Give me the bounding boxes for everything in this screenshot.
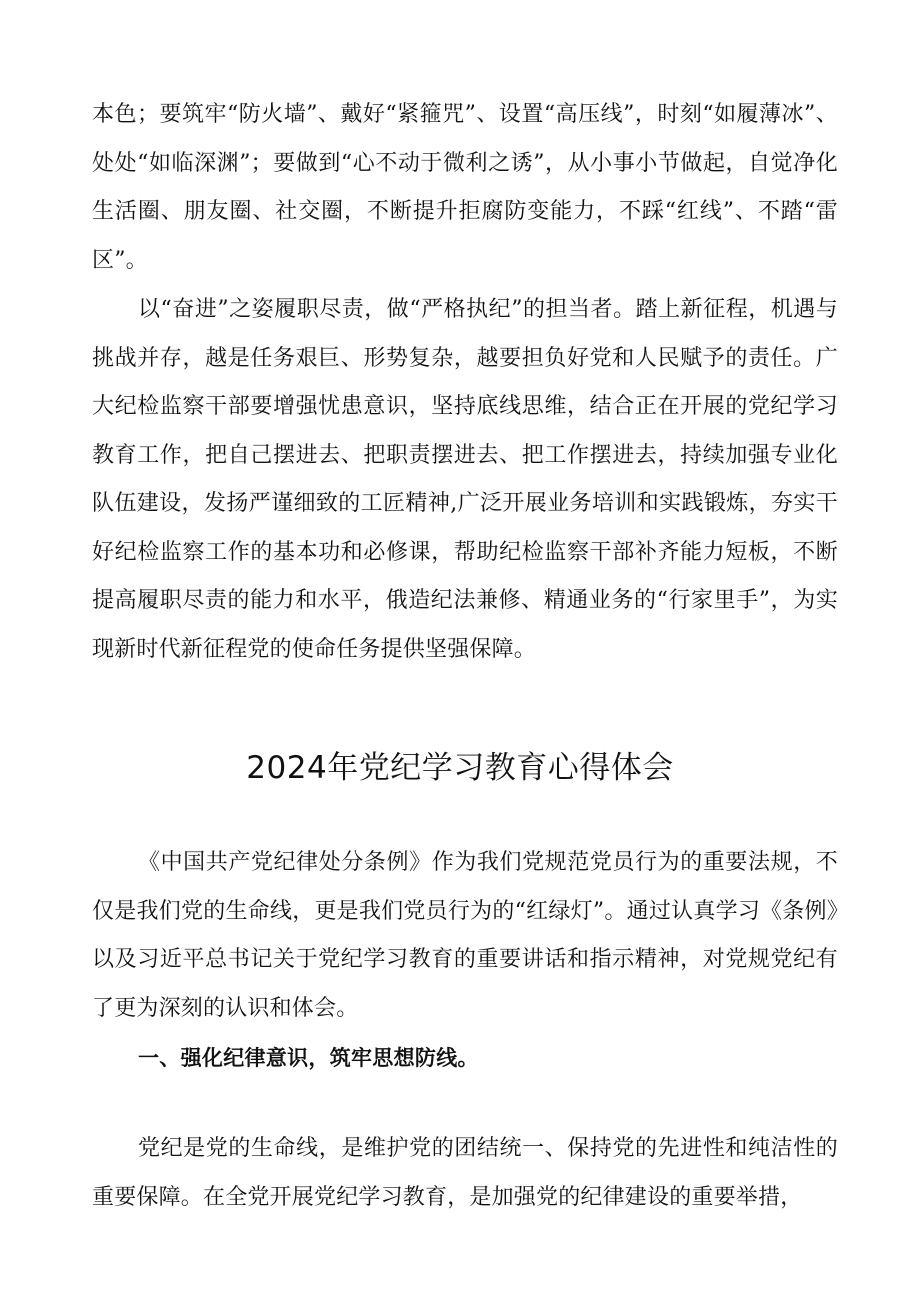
body-paragraph: 党纪是党的生命线，是维护党的团结统一、保持党的先进性和纯洁性的重要保障。在全党开展党纪学习教育，是加强党的纪律建设的重要举措， [92, 1136, 838, 1210]
body-paragraph: 《中国共产党纪律处分条例》作为我们党规范党员行为的重要法规，不仅是我们党的生命线，更是我们党员行为的“红绿灯”。通过认真学习《条例》以及习近平总书记关于党纪学习教育的重要讲话和指示精神，对党规党纪有了更为深刻的认识和体会。 [92, 850, 838, 1021]
document-title: 2024年党纪学习教育心得体会 [246, 750, 674, 786]
body-paragraph: 以“奋进”之姿履职尽责，做“严格执纪”的担当者。踏上新征程，机遇与挑战并存，越是任务艰巨、形势复杂，越要担负好党和人民赋予的责任。广大纪检监察干部要增强忧患意识，坚持底线思维，结合正在开展的党纪学习教育工作，把自己摆进去、把职责摆进去、把工作摆进去，持续加强专业化队伍建设，发扬严谨细致的工匠精神,广泛开展业务培训和实践锻炼，夯实干好纪检监察工作的基本功和必修课，帮助纪检监察干部补齐能力短板，不断提高履职尽责的能力和水平，俄造纪法兼修、精通业务的“行家里手”，为实现新时代新征程党的使命任务提供坚强保障。 [92, 297, 838, 662]
body-paragraph: 本色；要筑牢“防火墙”、戴好“紧箍咒”、设置“高压线”，时刻“如履薄冰”、处处“如临深渊”；要做到“心不动于微利之诱”，从小事小节做起，自觉净化生活圈、朋友圈、社交圈，不断提升拒腐防变能力，不踩“红线”、不踏“雷区”。 [92, 102, 838, 273]
section-heading: 一、强化纪律意识，筑牢思想防线。 [138, 1046, 479, 1070]
